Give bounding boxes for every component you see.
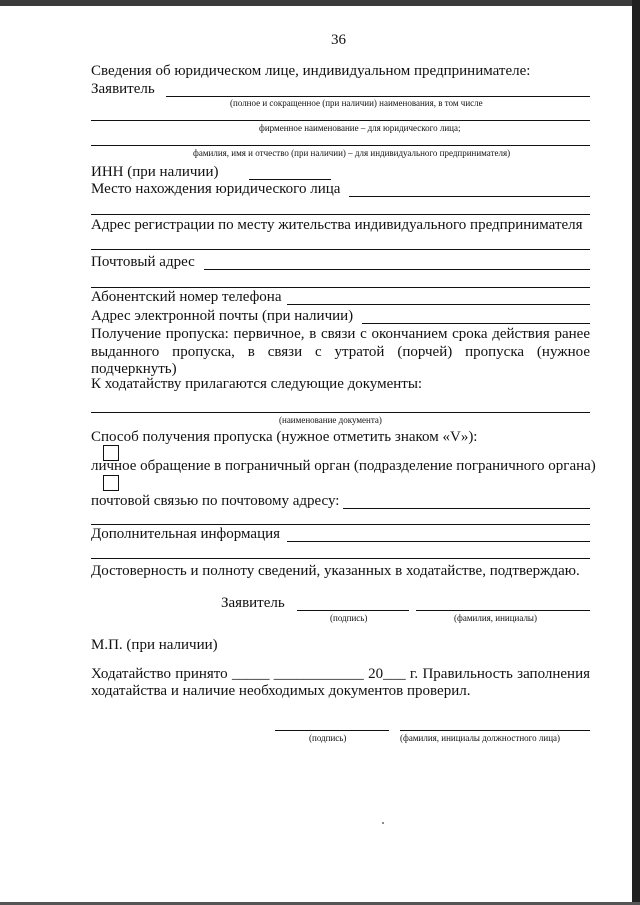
note-official: (фамилия, инициалы должностного лица) bbox=[400, 733, 561, 743]
page-number: 36 bbox=[331, 32, 346, 48]
location-label: Место нахождения юридического лица bbox=[91, 181, 341, 197]
official-signature-field[interactable] bbox=[275, 730, 389, 731]
additional-field[interactable] bbox=[287, 541, 590, 542]
signer-label: Заявитель bbox=[221, 595, 285, 611]
post-address-field-2[interactable] bbox=[91, 524, 590, 525]
section-header: Сведения об юридическом лице, индивидуальном предпринимателе: bbox=[91, 63, 531, 79]
method-label: Способ получения пропуска (нужное отметить знаком «V»): bbox=[91, 429, 478, 445]
phone-label: Абонентский номер телефона bbox=[91, 289, 282, 305]
applicant-name-line[interactable] bbox=[166, 96, 590, 97]
email-field[interactable] bbox=[362, 323, 590, 324]
inn-label: ИНН (при наличии) bbox=[91, 164, 219, 180]
official-fio-field[interactable] bbox=[400, 730, 590, 731]
scan-edge-right bbox=[632, 0, 640, 905]
pass-text-line-1: Получение пропуска: первичное, в связи с окончанием срока действия ранее bbox=[91, 326, 590, 342]
signature-field[interactable] bbox=[297, 610, 409, 611]
postal-field-2[interactable] bbox=[91, 287, 590, 288]
note-name-3: фамилия, имя и отчество (при наличии) – для индивидуального предпринимателя) bbox=[193, 148, 511, 158]
note-signature: (подпись) bbox=[330, 613, 368, 623]
applicant-label: Заявитель bbox=[91, 81, 155, 97]
phone-field[interactable] bbox=[287, 304, 590, 305]
documents-field[interactable] bbox=[91, 412, 590, 413]
applicant-name-line-2[interactable] bbox=[91, 120, 590, 121]
post-address-field[interactable] bbox=[343, 508, 590, 509]
location-field[interactable] bbox=[349, 196, 590, 197]
registration-field[interactable] bbox=[91, 249, 590, 250]
option-post: почтовой связью по почтовому адресу: bbox=[91, 493, 340, 509]
accepted-line-1: Ходатайство принято _____ ____________ 20___ г. Правильность заполнения bbox=[91, 666, 590, 682]
scan-edge-top bbox=[0, 0, 640, 6]
note-name-2: фирменное наименование – для юридического лица; bbox=[259, 123, 461, 133]
note-signature-2: (подпись) bbox=[309, 733, 347, 743]
registration-label: Адрес регистрации по месту жительства индивидуального предпринимателя bbox=[91, 217, 583, 233]
accepted-line-2: ходатайства и наличие необходимых документов проверил. bbox=[91, 683, 471, 699]
postal-label: Почтовый адрес bbox=[91, 254, 195, 270]
email-label: Адрес электронной почты (при наличии) bbox=[91, 308, 354, 324]
post-checkbox[interactable] bbox=[103, 475, 119, 491]
stamp-label: М.П. (при наличии) bbox=[91, 637, 218, 653]
additional-label: Дополнительная информация bbox=[91, 526, 281, 542]
option-personal: личное обращение в пограничный орган (подразделение пограничного органа) bbox=[91, 458, 596, 474]
postal-field[interactable] bbox=[204, 269, 590, 270]
applicant-name-line-3[interactable] bbox=[91, 145, 590, 146]
note-document: (наименование документа) bbox=[279, 415, 382, 425]
additional-field-2[interactable] bbox=[91, 558, 590, 559]
fio-field[interactable] bbox=[416, 610, 590, 611]
scan-speck bbox=[382, 822, 384, 824]
location-field-2[interactable] bbox=[91, 214, 590, 215]
note-name-1: (полное и сокращенное (при наличии) наименования, в том числе bbox=[230, 98, 483, 108]
note-fio: (фамилия, инициалы) bbox=[454, 613, 537, 623]
pass-text-line-2: выданного пропуска, в связи с утратой (порчей) пропуска (нужное bbox=[91, 344, 590, 360]
pass-text-line-3: подчеркнуть) bbox=[91, 361, 177, 377]
confirm-text: Достоверность и полноту сведений, указанных в ходатайстве, подтверждаю. bbox=[91, 563, 580, 579]
documents-label: К ходатайству прилагаются следующие документы: bbox=[91, 376, 423, 392]
inn-field[interactable] bbox=[249, 179, 331, 180]
